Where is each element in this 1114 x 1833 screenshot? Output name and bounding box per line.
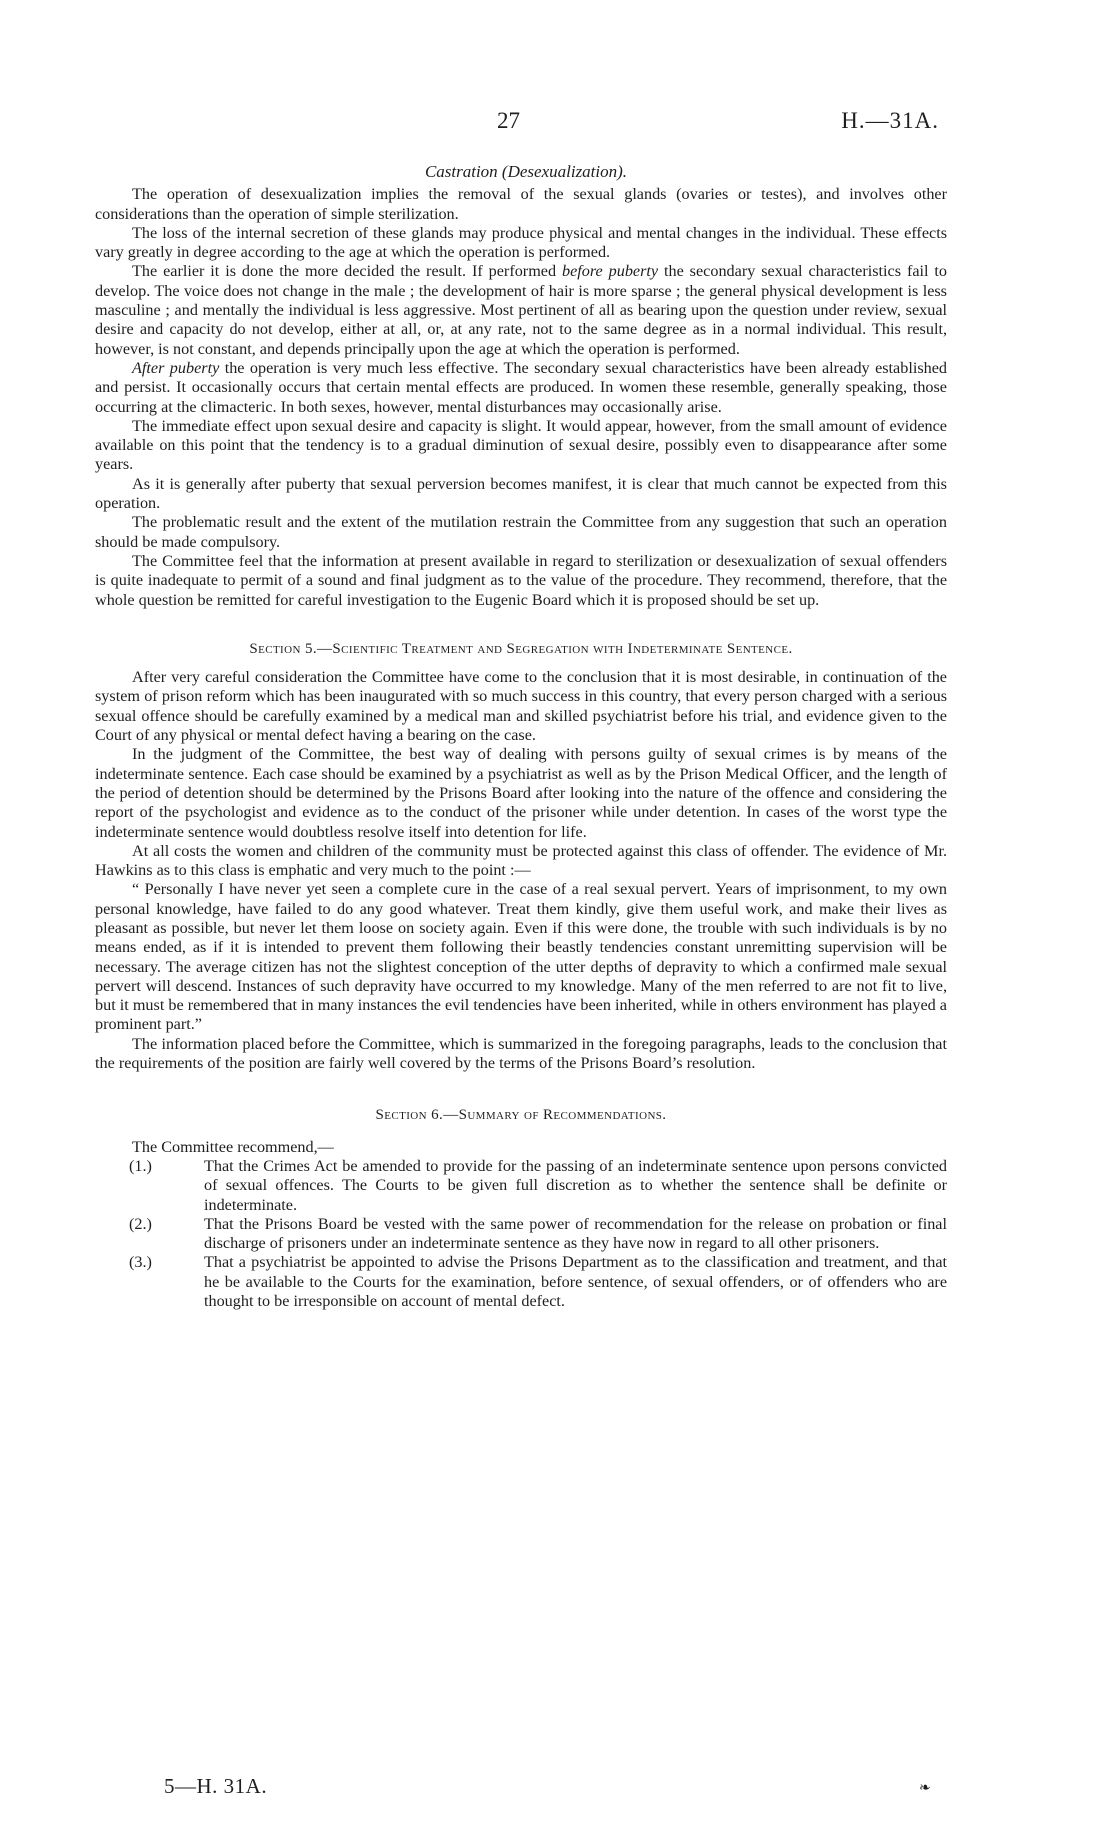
recommendation-text: That the Prisons Board be vested with the same power of recommendation for the release on probation or final discharge of prisoners under an indeterminate sentence as they have now in regard to all other prisoners. (204, 1214, 947, 1253)
page-header (0, 108, 1114, 138)
recommendation-text: That the Crimes Act be amended to provide for the passing of an indeterminate sentence upon persons convicted of sexual offences. The Courts to be given full discretion as to whether the sentence shall be definite or indeterminate. (204, 1156, 947, 1214)
paragraph-information-summary: The information placed before the Committee, which is summarized in the foregoing paragraphs, leads to the conclusion that the requirements of the position are fairly well covered by the terms of the Prisons Board’s resolution. (95, 1034, 947, 1073)
signature-mark: 5—H. 31A. (164, 1774, 268, 1798)
after-puberty-rest: the operation is very much less effective. The secondary sexual characteristics have been already established and persist. It occasionally occurs that certain mental effects are produced. In women these resemble, generally speaking, those occurring at the climacteric. In both sexes, however, mental disturbances may occasionally arise. (95, 358, 947, 416)
recommendations-list (95, 1157, 947, 1311)
paragraph-mutilation: The problematic result and the extent of the mutilation restrain the Committee from any suggestion that such an operation should be made compulsory. (95, 513, 947, 551)
section-5-heading: Section 5.—Scientific Treatment and Segregation with Indeterminate Sentence. (249, 640, 793, 657)
page-number: 27 (497, 108, 520, 133)
recommendations-intro: The Committee recommend,— (132, 1137, 334, 1156)
before-puberty-rest: the secondary sexual characteristics fail to develop. The voice does not change in the male ; the development of hair is more sparse ; the general physical development is less masculine ; and mentally the individual is less aggressive. Most pertinent of all as bearing upon the question under review, sexual desire and capacity do not develop, either at all, or, at any rate, not to the same degree as in a normal individual. (95, 262, 948, 339)
paragraph-protect-community: At all costs the women and children of the community must be protected against this class of offender. The evidence of Mr. Hawkins as to this class is emphatic and very much to the point :— (95, 841, 947, 880)
recommendation-item (95, 1157, 947, 1215)
recommendation-number: (2.) (129, 1214, 152, 1233)
paragraph-sexual-perversion: As it is generally after puberty that sexual perversion becomes manifest, it is clear that much cannot be expected from this operation. (95, 474, 947, 513)
paragraph-before-puberty (95, 262, 947, 358)
paragraph-eugenic-board: The Committee feel that the information at present available in regard to sterilization or desexualization of sexual offenders is quite inadequate to permit of a sound and final judgment as to the value of the procedure. They recommend, therefore, that the whole question be remitted for careful investigation to the Eugenic Board which it is proposed should be set up. (95, 551, 947, 609)
recommendation-number: (1.) (129, 1156, 152, 1175)
before-puberty-tail: This result, however, is not constant, and depends principally upon the age at which the operation is performed. (95, 320, 947, 358)
paragraph-internal-secretion: The loss of the internal secretion of these glands may produce physical and mental changes in the individual. These effects vary greatly in degree according to the age at which the operation is performed. (95, 223, 947, 262)
section-6-heading: Section 6.—Summary of Recommendations. (375, 1107, 667, 1124)
recommendation-number: (3.) (129, 1253, 152, 1272)
paragraph-after-puberty (95, 359, 947, 417)
recommendation-text: That a psychiatrist be appointed to advise the Prisons Department as to the classification and treatment, and that he be available to the Courts for the examination, before sentence, of sexual offenders, or of offenders who are thought to be irresponsible on account of mental defect. (204, 1253, 947, 1311)
paragraph-desexualization: The operation of desexualization implies the removal of the sexual glands (ovaries or testes), and involves other considerations than the operation of simple sterilization. (95, 185, 947, 223)
recommendation-item (95, 1215, 947, 1254)
paragraph-immediate-effect: The immediate effect upon sexual desire and capacity is slight. It would appear, however, from the small amount of evidence available on this point that the tendency is to a gradual diminution of sexual desire, possibly even to disappearance after some years. (95, 416, 947, 474)
before-puberty-lead: The earlier it is done the more decided the result. If performed (132, 262, 562, 281)
printer-ornament-icon: ❧ (919, 1781, 931, 1796)
page-body (95, 162, 947, 1311)
paragraph-careful-consideration: After very careful consideration the Committee have come to the conclusion that it is most desirable, in continuation of the system of prison reform which has been inaugurated with so much success in this country, that every person charged with a serious sexual offence should be carefully examined by a medical man and skilled psychiatrist before his trial, and evidence given to the Court of any physical or mental defect having a bearing on the case. (95, 668, 947, 745)
recommendation-item (95, 1253, 947, 1311)
paragraph-hawkins-quote: “ Personally I have never yet seen a complete cure in the case of a real sexual pervert. Years of imprisonment, to my own personal knowledge, have failed to do any good whatever. Treat them kindly, give them useful work, and make their lives as pleasant as possible, but never let them loose on society again. Even if this were done, the trouble with such individuals is by no means ended, as if it is intended to prevent them following their beastly tendencies constant unremitting supervision will be necessary. The average citizen has not the slightest conception of the utter depths of depravity to which a confirmed male sexual pervert will descend. Instances of such depravity have occurred to my knowledge. Many of the men referred to are not fit to live, but it must be remembered that in many instances the evil tendencies have been inherited, while in others environment has played a prominent part.” (95, 880, 947, 1034)
after-puberty-emphasis: After puberty (132, 358, 220, 377)
castration-heading: Castration (Desexualization). (424, 162, 628, 181)
paragraph-indeterminate-sentence: In the judgment of the Committee, the best way of dealing with persons guilty of sexual crimes is by means of the indeterminate sentence. Each case should be examined by a psychiatrist as well as by the Prison Medical Officer, and the length of the period of detention should be determined by the Prisons Board after looking into the nature of the offence and considering the report of the psychologist and evidence as to the conduct of the prisoner while under detention. In cases of the worst type the indeterminate sentence would doubtless resolve itself into detention for life. (95, 745, 947, 841)
document-reference: H.—31A. (841, 108, 939, 133)
before-puberty-emphasis: before puberty (561, 262, 659, 281)
